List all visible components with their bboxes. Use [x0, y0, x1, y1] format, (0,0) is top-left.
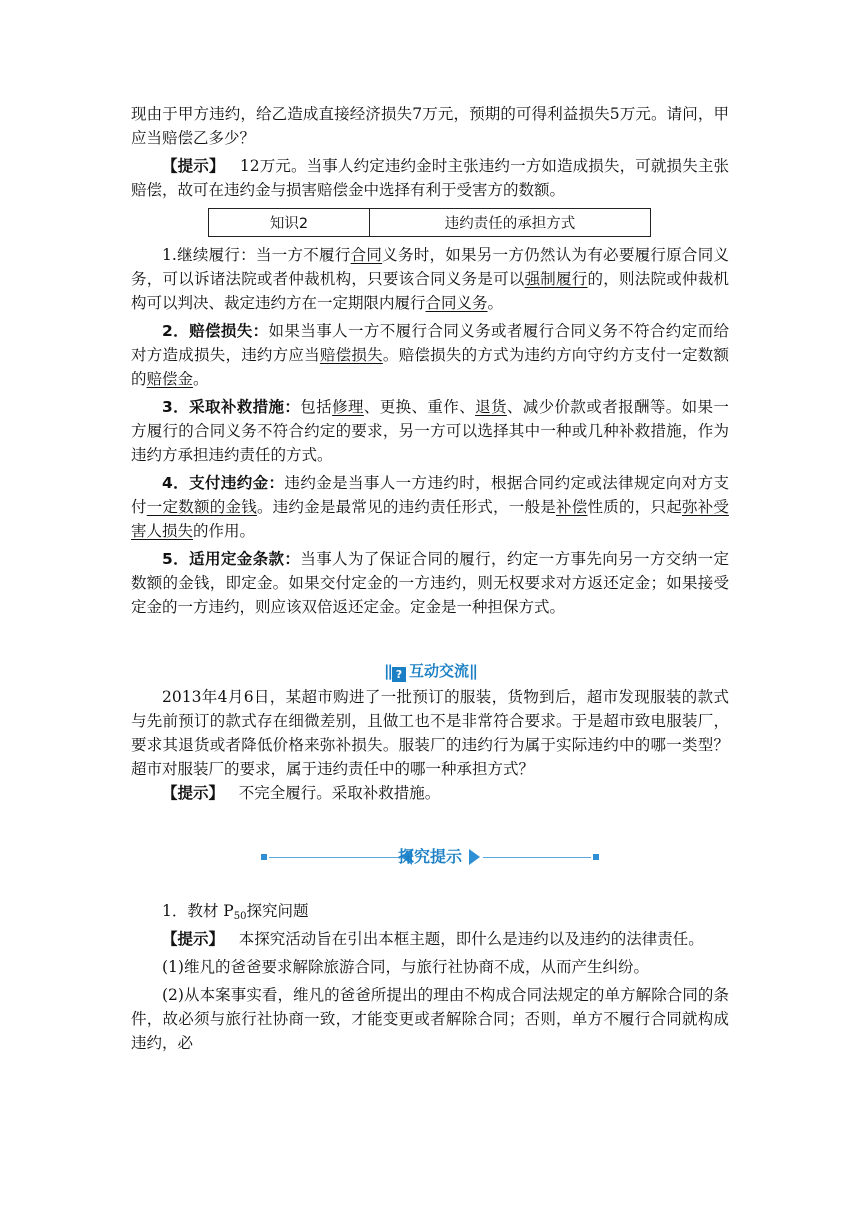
tip-label: 【提示】	[162, 157, 225, 175]
item-4-lead: 4．支付违约金：	[162, 474, 285, 492]
item-2-underline-1: 赔偿损失	[319, 346, 383, 364]
item-1-text-d: 。	[487, 294, 504, 312]
item-5-lead: 5．适用定金条款：	[162, 550, 301, 568]
item-4-underline-1: 一定数额的金钱	[146, 498, 257, 516]
item-2	[131, 319, 729, 391]
table-row	[209, 209, 651, 237]
banner-line-right	[483, 857, 591, 858]
item-4	[131, 471, 729, 543]
tip-text: 12万元。当事人约定违约金时主张违约一方如造成损失，可就损失主张赔偿，故可在违约金与损害赔偿金中选择有利于受害方的数额。	[131, 157, 729, 199]
item-2-text-c: 。	[193, 370, 209, 388]
question-icon: ?	[392, 667, 406, 682]
item-4-underline-3: 弥补受害人损失	[131, 498, 729, 540]
item-1-underline-3: 合同义务	[425, 294, 488, 312]
item-3-lead: 3．采取补救措施：	[162, 398, 301, 416]
tip-paragraph-2	[131, 781, 729, 805]
bars-right-icon: ||	[469, 662, 476, 680]
table-cell-topic: 违约责任的承担方式	[370, 209, 651, 237]
triangle-right-icon	[469, 849, 480, 865]
hudong-heading	[131, 659, 729, 683]
bars-left-icon: ||	[384, 662, 391, 680]
item-4-text-d: 的作用。	[193, 522, 256, 540]
item-3-underline-1: 修理	[332, 398, 364, 416]
tip-paragraph-1	[131, 154, 729, 202]
page-subscript: 50	[233, 911, 247, 922]
answer-2: (2)从本案事实看，维凡的爸爸所提出的理由不构成合同法规定的单方解除合同的条件，故必须与旅行社协商一致，才能变更或者解除合同；否则，单方不履行合同就构成违约，必	[131, 986, 729, 1052]
item-3-text-c: 、减少价款或者报酬等。如果一方履行的合同义务不符合约定的要求，另一方可以选择其中一种或几种补救措施，作为违约方承担违约责任的方式。	[131, 398, 729, 464]
item-3	[131, 395, 729, 467]
item-1-underline-2: 强制履行	[524, 270, 588, 288]
table-cell-knowledge: 知识2	[209, 209, 370, 237]
item-4-text-b: 。违约金是最常见的违约责任形式，一般是	[256, 498, 557, 516]
question-1	[131, 899, 729, 923]
tanjiu-title: 探究提示	[397, 847, 462, 866]
document-content	[131, 102, 729, 1055]
item-1-underline-1: 合同	[350, 246, 383, 264]
item-2-lead: 2．赔偿损失：	[162, 322, 269, 340]
tip-text: 不完全履行。采取补救措施。	[238, 784, 441, 802]
item-2-text-b: 。赔偿损失的方式为违约方向守约方支付一定数额的	[131, 346, 729, 388]
item-4-text-c: 性质的，只起	[587, 498, 682, 516]
hudong-paragraph: 2013年4月6日，某超市购进了一批预订的服装，货物到后，超市发现服装的款式与先前预订的款式存在细微差别，且做工也不是非常符合要求。于是超市致电服装厂，要求其退货或者降低价格来弥补损失。服装厂的违约行为属于实际违约中的哪一类型？超市对服装厂的要求，属于违约责任中的哪一种承担方式？	[131, 688, 729, 778]
tip-paragraph-3	[131, 927, 729, 951]
item-2-text: 如果当事人一方不履行合同义务或者履行合同义务不符合约定而给对方造成损失，违约方应当	[131, 322, 729, 364]
intro-paragraph: 现由于甲方违约，给乙造成直接经济损失7万元，预期的可得利益损失5万元。请问，甲应当赔偿乙多少？	[131, 105, 729, 147]
item-5	[131, 547, 729, 619]
item-5-text: 当事人为了保证合同的履行，约定一方事先向另一方交纳一定数额的金钱，即定金。如果交付定金的一方违约，则无权要求对方返还定金；如果接受定金的一方违约，则应该双倍返还定金。定金是一种担保方式。	[131, 550, 729, 616]
question-1-text-b: 探究问题	[246, 902, 309, 920]
item-3-text: 包括	[300, 398, 333, 416]
item-1-text-c: 的，则法院或仲裁机构可以判决、裁定违约方在一定期限内履行	[131, 270, 729, 312]
banner-dot-right-icon	[593, 854, 599, 860]
item-3-underline-2: 退货	[475, 398, 507, 416]
answer-1: (1)维凡的爸爸要求解除旅游合同，与旅行社协商不成，从而产生纠纷。	[162, 958, 649, 976]
tanjiu-banner	[131, 843, 729, 873]
item-2-underline-2: 赔偿金	[146, 370, 194, 388]
item-4-underline-2: 补偿	[556, 498, 588, 516]
item-1-text-b: 义务时，如果另一方仍然认为有必要履行原合同义务，可以诉诸法院或者仲裁机构，只要该合同义务是可以	[131, 246, 729, 288]
tip-label: 【提示】	[162, 784, 225, 802]
question-1-text: 1．教材 P	[162, 902, 234, 920]
hudong-title: 互动交流	[408, 662, 469, 680]
knowledge-table	[208, 208, 651, 237]
item-3-text-b: 、更换、重作、	[363, 398, 476, 416]
item-1	[131, 243, 729, 315]
item-4-text: 违约金是当事人一方违约时，根据合同约定或法律规定向对方支付	[131, 474, 729, 516]
tip-label: 【提示】	[162, 930, 225, 948]
item-1-text: 1.继续履行：当一方不履行	[162, 246, 351, 264]
tip-text: 本探究活动旨在引出本框主题，即什么是违约以及违约的法律责任。	[238, 930, 704, 948]
